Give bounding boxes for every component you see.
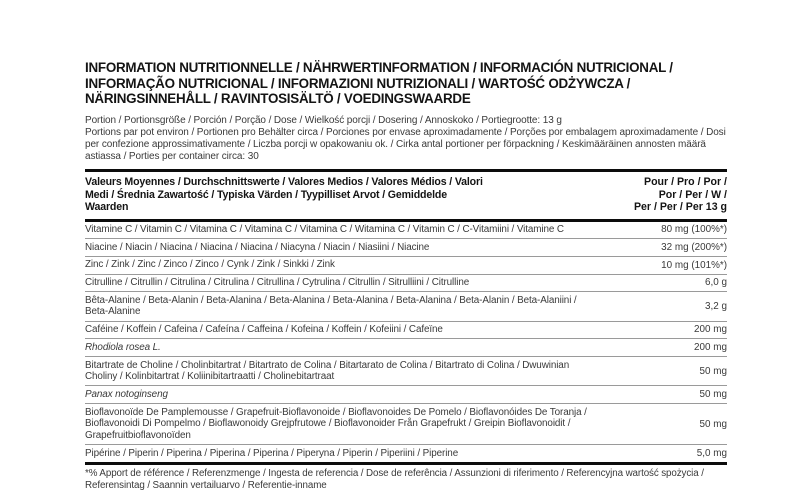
nutrient-value: 3,2 g xyxy=(705,300,727,312)
table-header-nutrients-label: Valeurs Moyennes / Durchschnittswerte / Valores Medios / Valores Médios / Valori Medi / Średnia Zawartość / Typiska Värden / Tyypilliset Arvot / Gemiddelde Waarden xyxy=(85,176,483,214)
nutrient-name: Bitartrate de Choline / Cholinbitartrat / Bitartrato de Colina / Bitartarato de Colina / Bitartrato di Colina / Dwuwinian Choliny / Kolinbitartrat / Koliinibitartraatti / Cholinebitartraat xyxy=(85,359,570,383)
per-serving-line-3: Per / Per / Per 13 g xyxy=(633,201,727,214)
serving-size-line: Portion / Portionsgröße / Porción / Porção / Dose / Wielkość porcji / Dosering / Annoskoko / Portiegrootte: 13 g xyxy=(85,115,562,127)
table-row-niacin xyxy=(85,239,727,257)
nutrition-info-title: INFORMATION NUTRITIONNELLE / NÄHRWERTINFORMATION / INFORMACIÓN NUTRICIONAL / INFORMAÇÃO NUTRICIONAL / INFORMAZIONI NUTRIZIONALI / WARTOŚĆ ODŻYWCZA / NÄRINGSINNEHÅLL / RAVINTOSISÄLTÖ / VOEDINGSWAARDE xyxy=(85,60,673,107)
nutrient-name: Niacine / Niacin / Niacina / Niacina / Niacina / Niacyna / Niacin / Niasiini / Niacine xyxy=(85,241,430,253)
nutrient-name: Zinc / Zink / Zinc / Zinco / Zinco / Cynk / Zink / Sinkki / Zink xyxy=(85,259,335,271)
table-row-caffeine xyxy=(85,322,727,340)
nutrient-name: Caféine / Koffein / Cafeina / Cafeína / Caffeina / Kofeina / Koffein / Kofeiini / Cafeïne xyxy=(85,324,443,336)
nutrient-name: Bioflavonoïde De Pamplemousse / Grapefruit-Bioflavonoide / Bioflavonoides De Pomelo / Bioflavonóides De Toranja / Bioflavonoidi Di Pompelmo / Bioflawonoidy Grejpfrutowe / Bioflavonoider Från Grapefrukt / Greipin Bioflavonoidit / Grapefruitbioflavonoïden xyxy=(85,406,587,441)
table-header-per-serving-label xyxy=(634,176,727,214)
nutrient-value: 80 mg (100%*) xyxy=(661,224,727,236)
nutrient-name: Rhodiola rosea L. xyxy=(85,341,161,353)
table-header xyxy=(85,172,727,219)
table-row-zinc xyxy=(85,257,727,275)
nutrient-value: 6,0 g xyxy=(705,277,727,289)
nutrient-value: 50 mg xyxy=(699,418,727,430)
servings-per-container-line: Portions par pot environ / Portionen pro Behälter circa / Porciones por envase aproximadamente / Porções por embalagem aproximadamente / Dosi per confezione approssimativamente / Liczba porcji w opakowaniu ok. / Cirka antal portioner per förpackning / Keskimääräinen annosten määrä astiassa / Porties per container circa: 30 xyxy=(85,127,726,163)
nutrient-name: Pipérine / Piperin / Piperina / Piperina / Piperina / Piperyna / Piperin / Piperiini / Piperine xyxy=(85,447,459,459)
nutrient-name: Vitamine C / Vitamin C / Vitamina C / Vitamina C / Vitamina C / Witamina C / Vitamin C / C-Vitamiini / Vitamine C xyxy=(85,224,564,236)
nutrient-name: Citrulline / Citrullin / Citrulina / Citrulina / Citrullina / Cytrulina / Citrullin / Sitrulliini / Citrulline xyxy=(85,277,470,289)
table-row-vitamin-c xyxy=(85,222,727,240)
per-serving-line-1: Pour / Pro / Por / xyxy=(644,176,727,189)
table-row-rhodiola xyxy=(85,339,727,357)
nutrient-value: 5,0 mg xyxy=(696,447,727,459)
table-row-citrulline xyxy=(85,275,727,293)
nutrient-table xyxy=(85,222,727,462)
nutrient-value: 50 mg xyxy=(699,389,727,401)
nutrition-label xyxy=(85,60,727,502)
nutrient-value: 32 mg (200%*) xyxy=(661,242,727,254)
table-row-grapefruit-bioflavonoids xyxy=(85,404,727,445)
per-serving-line-2: Por / Per / W / xyxy=(658,188,727,201)
nutrient-value: 50 mg xyxy=(699,365,727,377)
nutrient-value: 200 mg xyxy=(694,342,727,354)
nutrient-name: Panax notoginseng xyxy=(85,388,168,400)
nutrient-value: 10 mg (101%*) xyxy=(661,259,727,271)
nutrient-value: 200 mg xyxy=(694,324,727,336)
nutrient-name: Bêta-Alanine / Beta-Alanin / Beta-Alanina / Beta-Alanina / Beta-Alanina / Beta-Alanina / Beta-Alanin / Beta-Alaniini / Beta-Alanine xyxy=(85,294,577,318)
table-row-panax-notoginseng xyxy=(85,386,727,404)
rule-below-table xyxy=(85,462,727,465)
serving-info-block xyxy=(85,115,727,163)
table-row-choline-bitartrate xyxy=(85,357,727,386)
table-row-piperine xyxy=(85,445,727,462)
table-row-beta-alanine xyxy=(85,292,727,321)
reference-intake-footnote: *% Apport de référence / Referenzmenge / Ingesta de referencia / Dose de referência / Assunzioni di riferimento / Referencyjna wartość spożycia / Referensintag / Saannin vertailuarvo / Referentie-inname xyxy=(85,467,704,491)
